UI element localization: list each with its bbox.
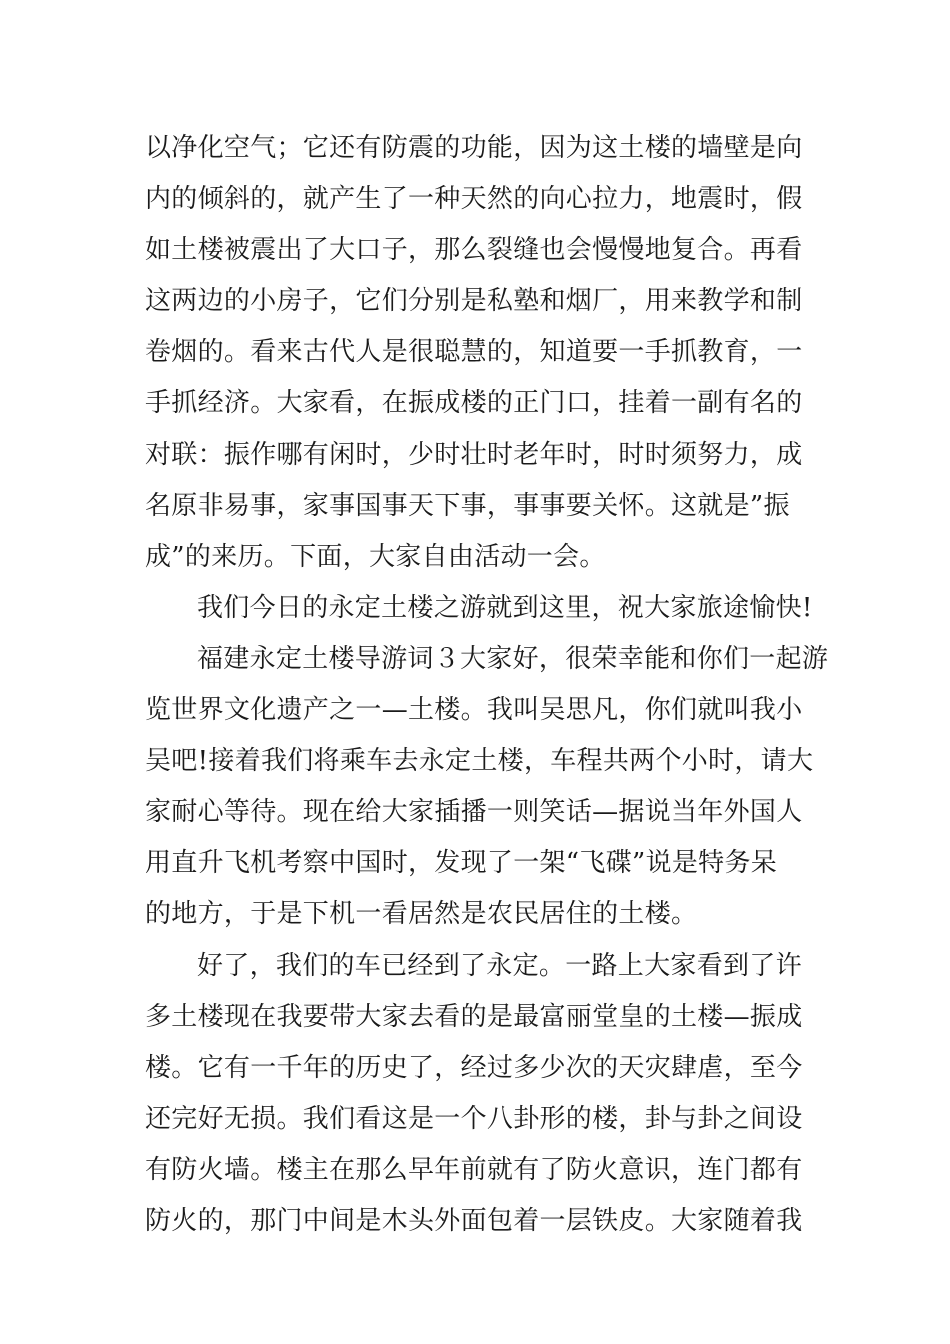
text-line: 名原非易事，家事国事天下事，事事要关怀。这就是”振 — [145, 490, 790, 521]
text-line: 还完好无损。我们看这是一个八卦形的楼，卦与卦之间设 — [145, 1103, 803, 1134]
body-text — [145, 123, 829, 1247]
paragraph-start-line: 好了，我们的车已经到了永定。一路上大家看到了许 — [197, 950, 802, 981]
text-line: 这两边的小房子，它们分别是私塾和烟厂，用来教学和制 — [145, 286, 803, 317]
paragraph-start-line: 福建永定土楼导游词３大家好，很荣幸能和你们一起游 — [197, 643, 829, 674]
text-line: 对联：振作哪有闲时，少时壮时老年时，时时须努力，成 — [145, 439, 803, 470]
text-line: 览世界文化遗产之一—土楼。我叫吴思凡，你们就叫我小 — [145, 695, 803, 726]
text-line: 吴吧!接着我们将乘车去永定土楼，车程共两个小时，请大 — [145, 746, 814, 777]
text-line: 用直升飞机考察中国时，发现了一架“飞碟”说是特务呆 — [145, 848, 778, 879]
text-line: 卷烟的。看来古代人是很聪慧的，知道要一手抓教育，一 — [145, 337, 803, 368]
text-line: 成”的来历。下面，大家自由活动一会。 — [145, 541, 606, 572]
text-line: 以净化空气；它还有防震的功能，因为这土楼的墙壁是向 — [145, 133, 803, 163]
text-line: 家耐心等待。现在给大家插播一则笑话—据说当年外国人 — [145, 797, 803, 828]
text-line: 多土楼现在我要带大家去看的是最富丽堂皇的土楼—振成 — [145, 1001, 803, 1032]
text-line: 手抓经济。大家看，在振成楼的正门口，挂着一副有名的 — [145, 388, 803, 419]
text-line: 楼。它有一千年的历史了，经过多少次的天灾肆虐，至今 — [145, 1052, 803, 1083]
paragraph-start-line: 我们今日的永定土楼之游就到这里，祝大家旅途愉快! — [197, 592, 813, 623]
text-line: 内的倾斜的，就产生了一种天然的向心拉力，地震时，假 — [145, 184, 803, 215]
text-line: 如土楼被震出了大口子，那么裂缝也会慢慢地复合。再看 — [145, 235, 803, 266]
text-line: 的地方，于是下机一看居然是农民居住的土楼。 — [145, 899, 698, 930]
text-line: 有防火墙。楼主在那么早年前就有了防火意识，连门都有 — [145, 1154, 803, 1185]
text-line: 防火的，那门中间是木头外面包着一层铁皮。大家随着我 — [145, 1205, 803, 1236]
